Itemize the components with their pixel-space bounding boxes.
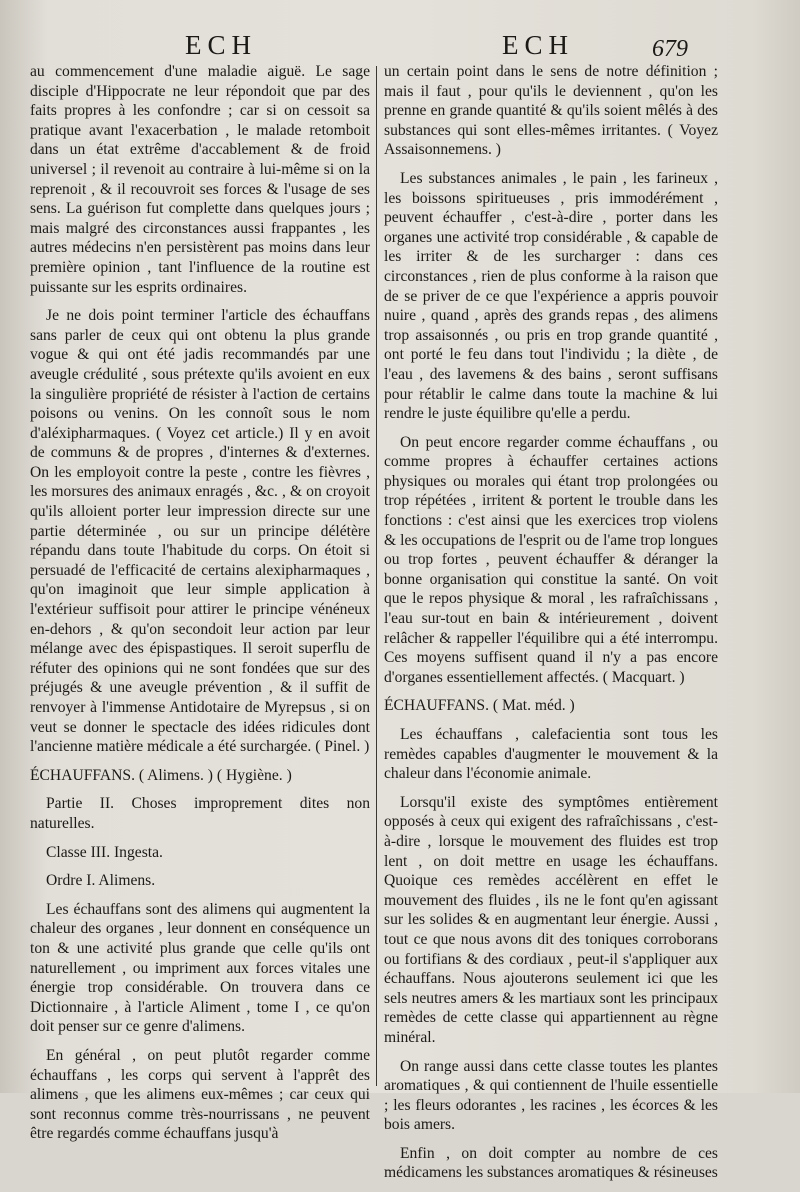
paragraph: un certain point dans le sens de notre définition ; mais il faut , pour qu'ils le deviennent , qu'on les prenne en grande quantité & qu'ils soient mêlés à des substances qui sont elles-mêmes irritantes. ( Voyez Assaisonnemens. ) xyxy=(384,63,718,159)
entry-heading: ÉCHAUFFANS. ( Alimens. ) ( Hygiène. ) xyxy=(30,766,292,784)
paragraph: Je ne dois point terminer l'article des échauffans sans parler de ceux qui ont obtenu la plus grande vogue & qui ont été jadis recommandés par une aveugle crédulité , sous prétexte qu'ils avoient en eux la singulière propriété de résister à l'action de certains poisons ou venins. On les connoît sous le nom d'aléxipharmaques. ( Voyez cet article.) Il y en avoit de communs & de propres , d'internes & d'externes. On les employoit contre la peste , contre les fièvres , les morsures des animaux enragés , &c. , & on croyoit qu'ils alloient porter leur impression directe sur une partie déterminée , ou sur un principe délétère répandu dans toute l'habitude du corps. On étoit si persuadé de l'efficacité de certains alexipharmaques , qu'on imaginoit que leur simple application à l'extérieur suffisoit pour attirer le principe vénéneux en-dehors , & qu'on secondoit leur action par leur mélange avec des épispastiques. Il seroit superflu de réfuter des opinions qui ne sont fondées que sur des préjugés & une aveugle prévention , & il suffit de renvoyer à l'immense Antidotaire de Myrepsus , si on veut se donner le spectacle des idées ridicules dont l'ancienne matière médicale a été surchargée. ( Pinel. ) xyxy=(30,307,370,756)
paragraph: On range aussi dans cette classe toutes les plantes aromatiques , & qui contiennent de l'huile essentielle ; les fleurs odorantes , les racines , les écorces & les bois amers. xyxy=(384,1057,718,1134)
classification-line: Classe III. Ingesta. xyxy=(46,843,163,861)
paragraph: Lorsqu'il existe des symptômes entièrement opposés à ceux qui exigent des rafraîchissans , c'est-à-dire , lorsque le mouvement des fluides est trop lent , on doit mettre en usage les échauffans. Quoique ces remèdes accélèrent en effet le mouvement des fluides , ils ne le font qu'en agissant sur les solides & en augmentant leur énergie. Aussi , tout ce que nous avons dit des toniques corroborans ou fortifians & des cordiaux , peut-il s'appliquer aux échauffans. Nous ajouterons seulement ici que les sels neutres amers & les martiaux sont les principaux remèdes de cette classe qui appartiennent au règne minéral. xyxy=(384,793,718,1046)
paragraph: On peut encore regarder comme échauffans , ou comme propres à échauffer certaines actions physiques ou morales qui étant trop prolongées ou trop répétées , irritent & portent le trouble dans les fonctions : c'est ainsi que les exercices trop violens & les occupations de l'esprit ou de l'ame trop longues ou trop fortes , peuvent échauffer & déranger la bonne organisation qui constitue la santé. On voit que le repos physique & moral , les rafraîchissans , l'eau sur-tout en bain & intérieurement , doivent relâcher & rappeller l'équilibre qui a été interrompu. Ces moyens suffisent quand il n'y a pas encore d'organes essentiellement affectés. ( Macquart. ) xyxy=(384,433,718,686)
header-right-keyword: ECH xyxy=(502,30,574,60)
left-column xyxy=(30,62,370,1153)
paragraph: Les échauffans , calefacientia sont tous les remèdes capables d'augmenter le mouvement & la chaleur dans l'économie animale. xyxy=(384,726,718,783)
column-divider xyxy=(376,66,377,1086)
header-left-keyword: ECH xyxy=(185,30,257,60)
entry-heading: ÉCHAUFFANS. ( Mat. méd. ) xyxy=(384,697,575,715)
classification-line: Ordre I. Alimens. xyxy=(46,872,156,890)
paragraph: Enfin , on doit compter au nombre de ces médicamens les substances aromatiques & résineuses xyxy=(384,1144,718,1182)
paragraph: au commencement d'une maladie aiguë. Le sage disciple d'Hippocrate ne leur répondoit que par des faits propres à les confondre ; car si on cessoit sa pratique avant l'exacerbation , le malade retomboit dans un état extrême d'accablement & de froid universel ; il revenoit au contraire à lui-même si on la reprenoit , & il recouvroit ses forces & l'usage de ses sens. La guérison fut complette dans quelques jours ; mais malgré des circonstances aussi frappantes , les autres médecins n'en persistèrent pas moins dans leur première opinion , tant l'influence de la routine est puissante sur les esprits ordinaires. xyxy=(30,63,370,296)
paragraph: Les échauffans sont des alimens qui augmentent la chaleur des organes , leur donnent en conséquence un ton & une activité plus grande que celle qu'ils ont naturellement , ou impriment aux forces vitales une énergie trop considérable. On trouvera dans ce Dictionnaire , à l'article Aliment , tome I , ce qu'on doit penser sur ce genre d'alimens. xyxy=(30,900,370,1036)
paragraph: En général , on peut plutôt regarder comme échauffans , les corps qui servent à l'apprêt des alimens , que les alimens eux-mêmes ; car ceux qui sont reconnus comme très-nourrissans , ne peuvent être regardés comme échauffans jusqu'à xyxy=(30,1046,370,1143)
paragraph: Les substances animales , le pain , les farineux , les boissons spiritueuses , pris immodérément , peuvent échauffer , c'est-à-dire , porter dans les organes une activité trop considérable , & capable de les irriter & de les surcharger : dans ces circonstances , rien de plus conforme à la raison que de se priver de ce que l'expérience a appris pouvoir nuire , quand , après des grands repas , des alimens trop assaisonnés , ou pris en trop grande quantité , ont porté le feu dans tout l'individu ; la diète , de l'eau , des lavemens & des bains , seront suffisans pour rétablir le calme dans toute la machine & lui rendre le juste équilibre qu'elle a perdu. xyxy=(384,169,718,423)
classification-line: Partie II. Choses improprement dites non naturelles. xyxy=(30,795,370,832)
page-number: 679 xyxy=(652,36,688,62)
right-column xyxy=(384,62,718,1192)
